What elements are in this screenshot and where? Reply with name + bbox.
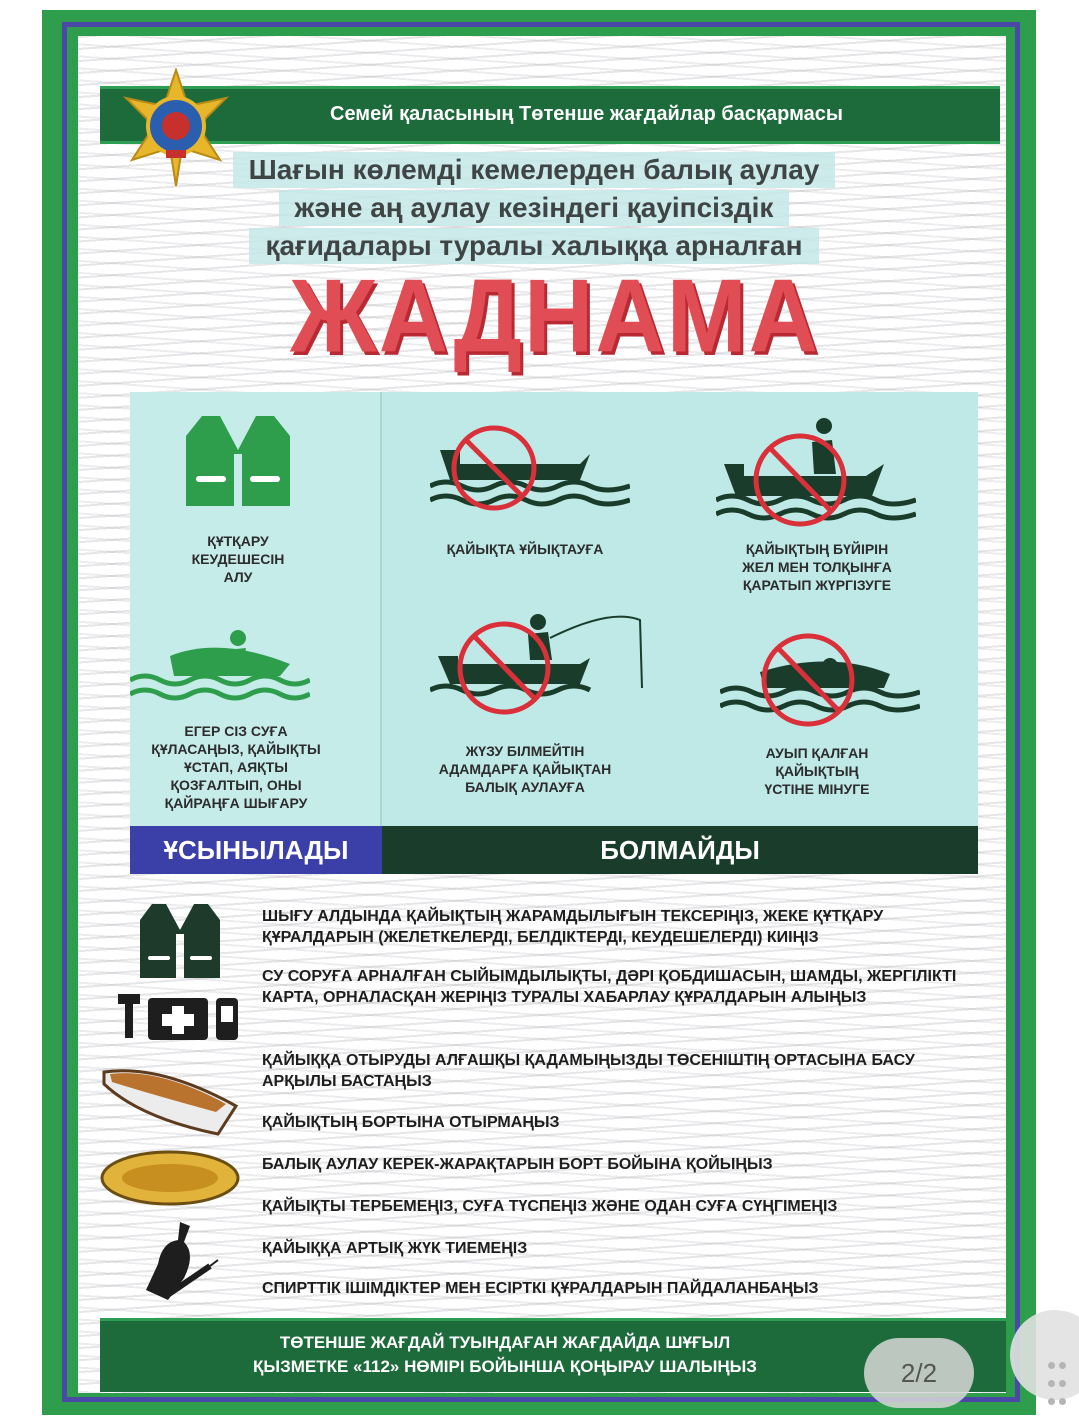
rule-text: БАЛЫҚ АУЛАУ КЕРЕК-ЖАРАҚТАРЫН БОРТ БОЙЫНА ҚОЙЫҢЫЗ [262, 1156, 773, 1173]
rule-text: ШЫҒУ АЛДЫНДА ҚАЙЫҚТЫҢ ЖАРАМДЫЛЫҒЫН ТЕКСЕРІҢІЗ, ЖЕКЕ ҚҰТҚАРУ ҚҰРАЛДАРЫН (ЖЕЛЕТКЕЛЕРДІ, БЕЛДІКТЕРДІ, КЕУДЕШЕЛЕРДІ) КИІҢІЗ [262, 908, 884, 946]
forbidden-label-sideways: ҚАЙЫҚТЫҢ БҮЙІРІН ЖЕЛ МЕН ТОЛҚЫНҒА ҚАРАТЫП ЖҮРГІЗУГЕ [742, 541, 892, 593]
first-aid-kit-icon [118, 994, 242, 1042]
forbidden-label-fishing: ЖҮЗУ БІЛМЕЙТІН АДАМДАРҒА ҚАЙЫҚТАН БАЛЫҚ АУЛАУҒА [438, 743, 612, 795]
recommended-label-vest: ҚҰТҚАРУ КЕУДЕШЕСІН АЛУ [191, 533, 285, 585]
sideways-boat-prohibited-icon [716, 414, 916, 530]
rule-text: ҚАЙЫҚҚА ОТЫРУДЫ АЛҒАШҚЫ ҚАДАМЫҢЫЗДЫ ТӨСЕНІШТІҢ ОРТАСЫНА БАСУ АРҚЫЛЫ БАСТАҢЫЗ [262, 1052, 915, 1090]
rule-text: ҚАЙЫҚТЫ ТЕРБЕМЕҢІЗ, СУҒА ТҮСПЕҢІЗ ЖӘНЕ ОДАН СУҒА СҮҢГІМЕҢІЗ [262, 1198, 838, 1215]
life-vest-icon [138, 900, 222, 980]
recommended-label-swim: ЕГЕР СІЗ СУҒА ҚҰЛАСАҢЫЗ, ҚАЙЫҚТЫ ҰСТАП, АЯҚТЫ ҚОЗҒАЛТЫП, ОНЫ ҚАЙРАҢҒА ШЫҒАРУ [151, 723, 321, 811]
subtitle-line: және аң аулау кезіндегі қауіпсіздік [279, 190, 790, 226]
footer-line: ТӨТЕНШЕ ЖАҒДАЙ ТУЫНДАҒАН ЖАҒДАЙДА ШҰҒЫЛ [279, 1333, 731, 1352]
life-vest-icon [182, 410, 294, 510]
fishing-prohibited-icon [430, 612, 652, 722]
subtitle-line: Шағын көлемді кемелерден балық аулау [233, 152, 836, 188]
subtitle [214, 152, 854, 266]
forbidden-band: БОЛМАЙДЫ [382, 826, 978, 874]
rule-text: СУ СОРУҒА АРНАЛҒАН СЫЙЫМДЫЛЫҚТЫ, ДӘРІ ҚОБДИШАСЫН, ШАМДЫ, ЖЕРГІЛІКТІ КАРТА, ОРНАЛАСҚАН ЖЕРІҢІЗ ТУРАЛЫ ХАБАРЛАУ ҚҰРАЛДАРЫН АЛЫҢЫЗ [262, 968, 957, 1006]
swimmer-boat-icon [130, 626, 310, 706]
rule-text: ҚАЙЫҚҚА АРТЫҚ ЖҮК ТИЕМЕҢІЗ [262, 1240, 528, 1257]
rule-text: ҚАЙЫҚТЫҢ БОРТЫНА ОТЫРМАҢЫЗ [262, 1114, 560, 1131]
page-indicator: 2/2 [864, 1338, 974, 1408]
recommended-band: ҰСЫНЫЛАДЫ [130, 826, 382, 874]
capsized-boat-prohibited-icon [720, 628, 920, 732]
sleep-boat-prohibited-icon [430, 420, 630, 530]
wooden-boat-icon [100, 1054, 240, 1140]
grid-menu-icon[interactable] [1046, 1358, 1072, 1412]
rule-text: СПИРТТІК ІШІМДІКТЕР МЕН ЕСІРТКІ ҚҰРАЛДАРЫН ПАЙДАЛАНБАҢЫЗ [262, 1280, 819, 1297]
subtitle-line: қағидалары туралы халыққа арналған [249, 228, 818, 264]
footer-message [100, 1331, 910, 1379]
forbidden-label-capsized: АУЫП ҚАЛҒАН ҚАЙЫҚТЫҢ ҮСТІНЕ МІНУГЕ [764, 745, 870, 797]
bottle-syringe-icon [140, 1220, 220, 1302]
org-title: Семей қаласының Төтенше жағдайлар басқармасы [330, 103, 843, 125]
main-title: ЖАДНАМА [290, 258, 820, 375]
forbidden-label-sleep: ҚАЙЫҚТА ҰЙЫҚТАУҒА [446, 541, 604, 557]
inflatable-raft-icon [98, 1144, 242, 1210]
footer-line: ҚЫЗМЕТКЕ «112» НӨМІРІ БОЙЫНША ҚОҢЫРАУ ШАЛЫҢЫЗ [253, 1357, 757, 1376]
